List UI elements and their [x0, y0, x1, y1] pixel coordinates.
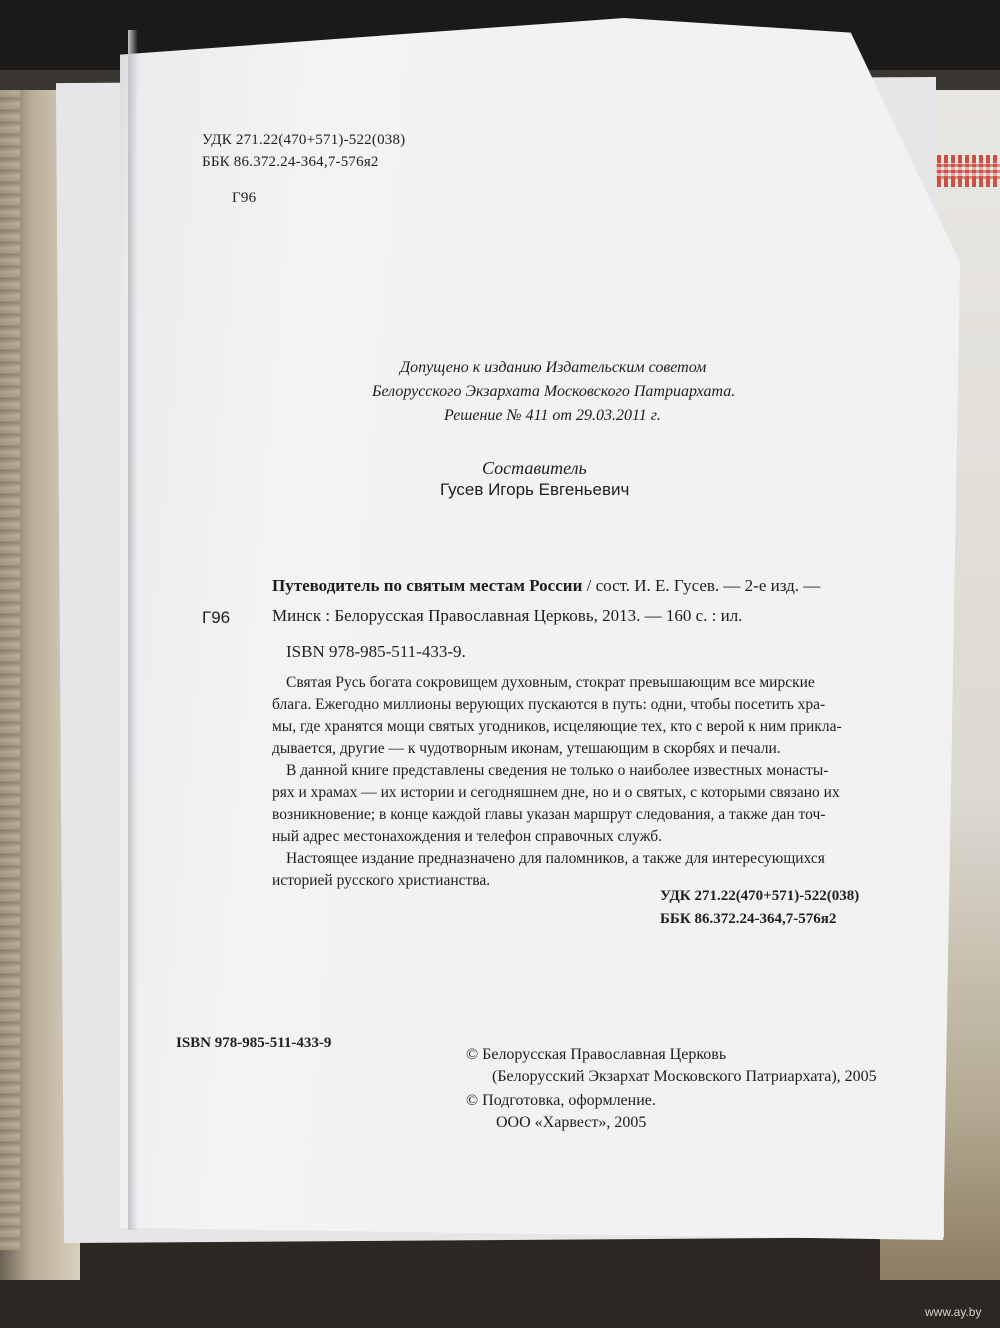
annotation-line: Святая Русь богата сокровищем духовным, стократ превышающим все мирские [286, 674, 815, 691]
annotation-line: возникновение; в конце каждой главы указан маршрут следования, а также дан точ- [272, 806, 826, 823]
udk-bottom: УДК 271.22(470+571)-522(038) [660, 888, 860, 904]
annotation-line: дывается, другие — к чудотворным иконам, утешающим в скорбях и печали. [272, 740, 781, 757]
isbn-bottom: ISBN 978-985-511-433-9 [176, 1035, 332, 1051]
annotation-line: Настоящее издание предназначено для паломников, а также для интересующихся [286, 850, 825, 867]
permission-line-3: Решение № 411 от 29.03.2011 г. [444, 407, 661, 424]
permission-line-2: Белорусского Экзархата Московского Патриархата. [372, 383, 736, 400]
annotation-line: рях и храмах — их истории и сегодняшнем дне, но и о святых, с которыми связано их [272, 784, 840, 801]
annotation-line: историей русского христианства. [272, 872, 491, 889]
cover-map-pattern [0, 90, 20, 1250]
permission-line-1: Допущено к изданию Издательским советом [400, 359, 707, 376]
isbn-line: ISBN 978-985-511-433-9. [286, 642, 466, 661]
bibliographic-line-1 [272, 576, 820, 596]
copyright-2-detail: ООО «Харвест», 2005 [496, 1114, 647, 1131]
book-title: Путеводитель по святым местам России [272, 576, 583, 595]
udk-top: УДК 271.22(470+571)-522(038) [202, 132, 406, 148]
annotation-line: мы, где хранятся мощи святых угодников, исцеляющие тех, кто с верой к ним прикла- [272, 718, 842, 735]
watermark: www.ay.by [925, 1305, 982, 1319]
copyright-2: © Подготовка, оформление. [466, 1092, 656, 1109]
bibliographic-line-2: Минск : Белорусская Православная Церковь, 2013. — 160 с. : ил. [272, 606, 743, 625]
page-gutter-shadow [128, 30, 138, 1230]
annotation-line: ный адрес местонахождения и телефон справочных служб. [272, 828, 662, 845]
copyright-1-detail: (Белорусский Экзархат Московского Патриархата), 2005 [492, 1068, 877, 1085]
compiler-name: Гусев Игорь Евгеньевич [440, 480, 630, 499]
annotation-line: блага. Ежегодно миллионы верующих пускаются в путь: одни, чтобы посетить хра- [272, 696, 826, 713]
bbk-top: ББК 86.372.24-364,7-576я2 [202, 154, 379, 170]
compiler-label: Составитель [482, 458, 587, 478]
red-ornament-band [930, 155, 1000, 187]
author-mark-top: Г96 [232, 190, 257, 206]
book-title-rest: / сост. И. Е. Гусев. — 2-е изд. — [582, 576, 821, 595]
copyright-1: © Белорусская Православная Церковь [466, 1046, 727, 1063]
author-mark-biblio: Г96 [202, 608, 231, 627]
annotation-line: В данной книге представлены сведения не только о наиболее известных монасты- [286, 762, 829, 779]
bbk-bottom: ББК 86.372.24-364,7-576я2 [660, 911, 837, 927]
